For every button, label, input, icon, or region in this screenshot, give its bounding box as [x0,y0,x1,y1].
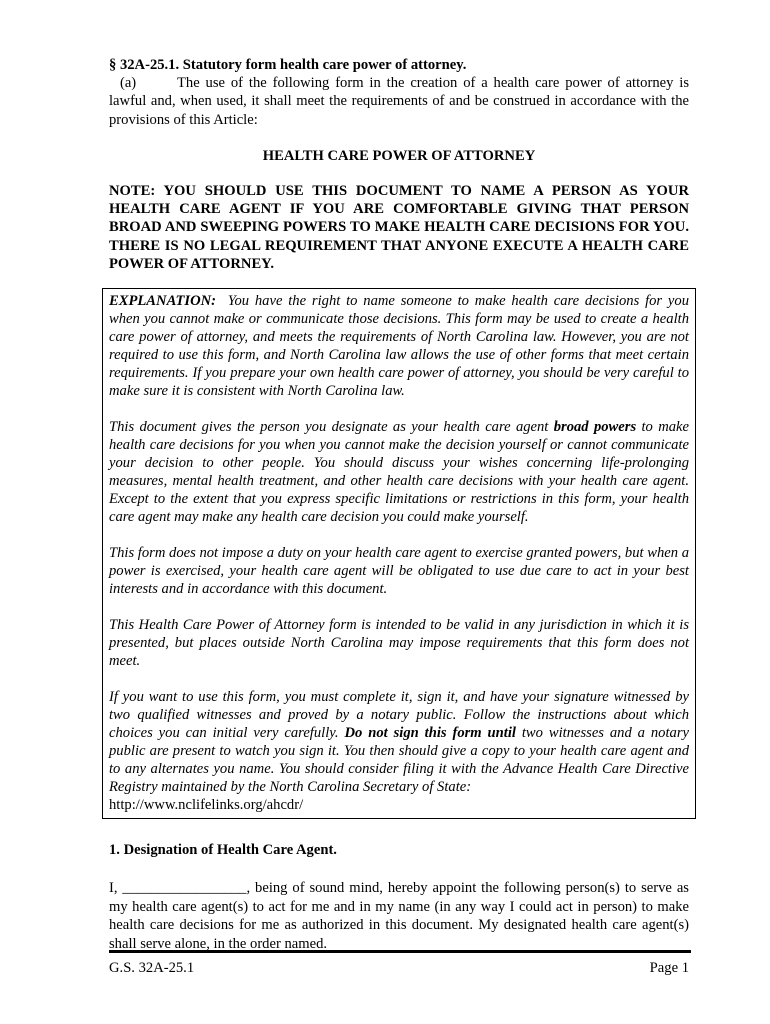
statute-heading: § 32A-25.1. Statutory form health care power of attorney. [109,57,467,73]
explanation-label: EXPLANATION: [109,293,217,310]
footer-divider [109,950,691,953]
subsection-marker: (a) [119,75,137,92]
section-1-heading: 1. Designation of Health Care Agent. [109,842,337,859]
explanation-paragraph-4: This Health Care Power of Attorney form is intended to be valid in any jurisdiction in which it is presented, but places outside North Carolina may impose requirements that this form does not meet. [109,617,689,670]
form-title: HEALTH CARE POWER OF ATTORNEY [262,147,536,164]
explanation-paragraph-2: This document gives the person you designate as your health care agent broad powers to make health care decisions for you when you cannot make the decision yourself or cannot communicate your decision to other people. You should discuss your wishes concerning life-prolonging measures, mental health treatment, and other health care decisions with your health care agent. Except to the extent that you express specific limitations or restrictions in this form, your health care agent may make any health care decision you could make yourself. [109,419,689,526]
explanation-paragraph-3: This form does not impose a duty on your health care agent to exercise granted powers, but when a power is exercised, your health care agent will be obligated to use due care to act in your best interests and in accordance with this document. [109,545,689,598]
page-number: Page 1 [649,960,689,976]
section-1-body: I, _________________, being of sound mind, hereby appoint the following person(s) to serve as my health care agent(s) to act for me and in my name (in any way I could act in person) to make health care decisions for me as authorized in this document. My designated health care agent(s) shall serve alone, in the order named. [109,880,689,953]
explanation-paragraph-5: If you want to use this form, you must complete it, sign it, and have your signature witnessed by two qualified witnesses and proved by a notary public. Follow the instructions about which choices you can initial very carefully. Do not sign this form until two witnesses and a notary public are present to watch you sign it. You then should give a copy to your health care agent and to any alternates you name. You should consider filing it with the Advance Health Care Directive Registry maintained by the North Carolina Secretary of State: http://www.nclifelinks.org/ahcdr/ [109,689,689,814]
intro-text: The use of the following form in the creation of a health care power of attorney is lawful and, when used, it shall meet the requirements of and be construed in accordance with the provisions of this Article: [109,75,689,128]
page-content [109,56,689,954]
statute-intro [109,74,689,129]
footer-citation: G.S. 32A-25.1 [109,960,195,976]
form-note: NOTE: YOU SHOULD USE THIS DOCUMENT TO NAME A PERSON AS YOUR HEALTH CARE AGENT IF YOU ARE COMFORTABLE GIVING THAT PERSON BROAD AND SWEEPING POWERS TO MAKE HEALTH CARE DECISIONS FOR YOU. THERE IS NO LEGAL REQUIREMENT THAT ANYONE EXECUTE A HEALTH CARE POWER OF ATTORNEY. [109,183,689,272]
broad-powers-emphasis: broad powers [553,419,637,436]
do-not-sign-emphasis: Do not sign this form until [344,725,516,742]
explanation-box [102,288,696,819]
explanation-paragraph-1: EXPLANATION: You have the right to name someone to make health care decisions for you when you cannot make or communicate those decisions. This form may be used to create a health care power of attorney, and meets the requirements of North Carolina law. However, you are not required to use this form, and North Carolina law allows the use of other forms that meet certain requirements. If you prepare your own health care power of attorney, you should be very careful to make sure it is consistent with North Carolina law. [109,293,689,400]
registry-link[interactable]: http://www.nclifelinks.org/ahcdr/ [109,797,304,814]
